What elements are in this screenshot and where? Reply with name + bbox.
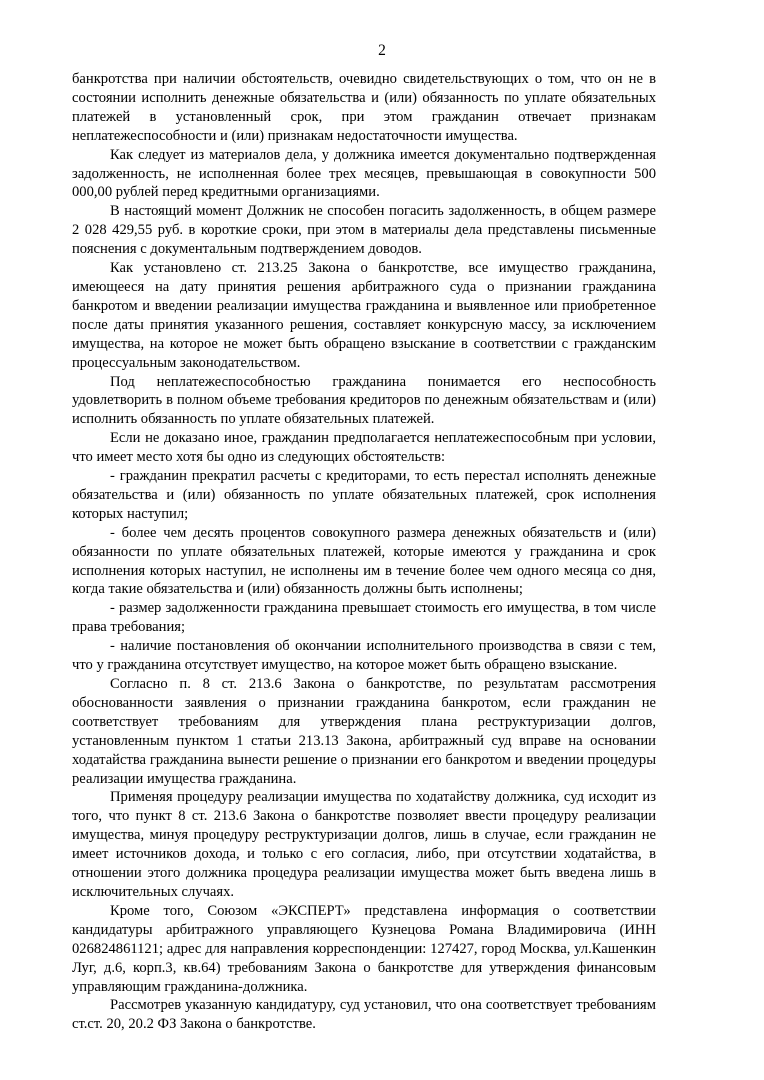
- paragraph-court-finding: Рассмотрев указанную кандидатуру, суд установил, что она соответствует требованиям ст.ст. 20, 20.2 ФЗ Закона о банкротстве.: [72, 997, 656, 1033]
- document-body: [72, 70, 656, 1034]
- paragraph-article-213-25: Как установлено ст. 213.25 Закона о банкротстве, все имущество гражданина, имеющееся на дату принятия решения арбитражного суда о признании гражданина банкротом и введении реализации имущества гражданина и выявленное или приобретенное после даты принятия указанного решения, составляет конкурсную массу, за исключением имущества, на которое не может быть обращено взыскание в соответствии с гражданским процессуальным законодательством.: [72, 260, 656, 371]
- paragraph-continuation: банкротства при наличии обстоятельств, очевидно свидетельствующих о том, что он не в состоянии исполнить денежные обязательства и (или) обязанность по уплате обязательных платежей в установленный срок, при этом гражданин отвечает признакам неплатежеспособности и (или) признакам недостаточности имущества.: [72, 71, 656, 144]
- paragraph-manager-candidate: Кроме того, Союзом «ЭКСПЕРТ» представлена информация о соответствии кандидатуры арбитражного управляющего Кузнецова Романа Владимировича (ИНН 026824861121; адрес для направления корреспонденции: 127427, город Москва, ул.Кашенкин Луг, д.6, корп.3, кв.64) требованиям Закона о банкротстве для утверждения финансовым управляющим гражданина-должника.: [72, 902, 656, 995]
- list-item-condition-1: - гражданин прекратил расчеты с кредиторами, то есть перестал исполнять денежные обязательства и (или) обязанность по уплате обязательных платежей, срок исполнения которых наступил;: [72, 468, 656, 522]
- list-item-condition-2: - более чем десять процентов совокупного размера денежных обязательств и (или) обязанности по уплате обязательных платежей, которые имеются у гражданина и срок исполнения которых наступил, не исполнены им в течение более чем одного месяца со дня, когда такие обязательства и (или) обязанность должны быть исполнены;: [72, 524, 656, 598]
- paragraph-debt-evidence: Как следует из материалов дела, у должника имеется документально подтвержденная задолженность, не исполненная более трех месяцев, превышающая в совокупности 500 000,00 рублей перед кредитными организациями.: [72, 146, 656, 201]
- paragraph-insolvency-conditions: Если не доказано иное, гражданин предполагается неплатежеспособным при условии, что имеет место хотя бы одно из следующих обстоятельств:: [72, 430, 656, 466]
- paragraph-procedure-application: Применяя процедуру реализации имущества по ходатайству должника, суд исходит из того, что пункт 8 ст. 213.6 Закона о банкротстве позволяет ввести процедуру реализации имущества, минуя процедуру реструктуризации долгов, лишь в случае, если гражданин не имеет источников дохода, и только с его согласия, либо, при отсутствии ходатайства, в отношении этого должника процедура реализации имущества может быть введена лишь в исключительных случаях.: [72, 789, 656, 900]
- paragraph-insolvency-definition: Под неплатежеспособностью гражданина понимается его неспособность удовлетворить в полном объеме требования кредиторов по денежным обязательствам и (или) исполнить обязанность по уплате обязательных платежей.: [72, 373, 656, 428]
- list-item-condition-4: - наличие постановления об окончании исполнительного производства в связи с тем, что у гражданина отсутствует имущество, на которое может быть обращено взыскание.: [72, 638, 656, 674]
- page-number: 2: [378, 42, 386, 59]
- paragraph-debt-amount: В настоящий момент Должник не способен погасить задолженность, в общем размере 2 028 429,55 руб. в короткие сроки, при этом в материалы дела представлены письменные пояснения с документальным подтверждением доводов.: [72, 203, 656, 258]
- paragraph-article-213-6: Согласно п. 8 ст. 213.6 Закона о банкротстве, по результатам рассмотрения обоснованности заявления о признании гражданина банкротом, если гражданин не соответствует требованиям для утверждения плана реструктуризации долгов, установленным пунктом 1 статьи 213.13 Закона, арбитражный суд вправе на основании ходатайства гражданина вынести решение о признании его банкротом и введении процедуры реализации имущества гражданина.: [72, 676, 656, 787]
- list-item-condition-3: - размер задолженности гражданина превышает стоимость его имущества, в том числе права требования;: [72, 600, 656, 636]
